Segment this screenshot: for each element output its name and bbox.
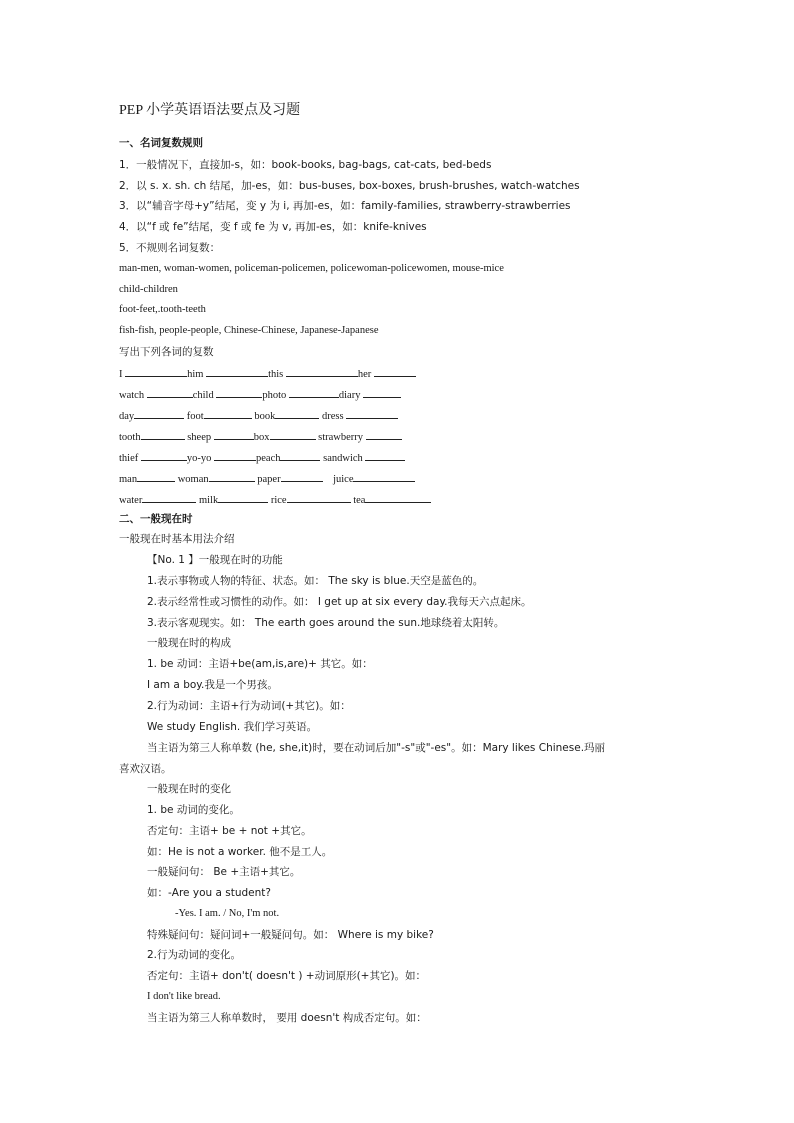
tense-example: -Yes. I am. / No, I'm not.	[175, 908, 280, 919]
answer-blank[interactable]	[134, 408, 184, 419]
exercise-word: man	[119, 474, 138, 485]
answer-blank[interactable]	[214, 450, 256, 461]
tense-line: 1. be 动词的变化。	[147, 804, 240, 816]
exercise-row	[119, 387, 401, 403]
tense-line: 特殊疑问句：疑问词+一般疑问句。如： Where is my bike?	[147, 929, 434, 941]
answer-blank[interactable]	[125, 366, 187, 377]
exercise-word: yo-yo	[186, 453, 212, 464]
answer-blank[interactable]	[218, 492, 268, 503]
tense-subheading: 一般现在时的变化	[147, 783, 231, 795]
exercise-row	[119, 429, 402, 445]
irregular-line: child-children	[119, 284, 178, 295]
exercise-word: juice	[333, 474, 354, 485]
answer-blank[interactable]	[286, 366, 358, 377]
answer-blank[interactable]	[289, 387, 339, 398]
exercise-word: woman	[177, 474, 209, 485]
tense-line: 2.行为动词的变化。	[147, 949, 242, 961]
answer-blank[interactable]	[214, 429, 254, 440]
exercise-row	[119, 366, 416, 382]
answer-blank[interactable]	[363, 387, 401, 398]
tense-line: 喜欢汉语。	[119, 763, 172, 775]
answer-blank[interactable]	[280, 450, 320, 461]
exercise-word: diary	[338, 390, 361, 401]
tense-line: 一般疑问句： Be +主语+其它。	[147, 866, 301, 878]
tense-line: 2.表示经常性或习惯性的动作。如： I get up at six every day.我每天六点起床。	[147, 596, 532, 608]
plural-rule-2: 2．以 s. x. sh. ch 结尾，加-es，如：bus-buses, box-boxes, brush-brushes, watch-watches	[119, 180, 580, 192]
tense-example: We study English. 我们学习英语。	[147, 721, 318, 733]
exercise-word: photo	[262, 390, 287, 401]
exercise-word: book	[254, 411, 276, 422]
answer-blank[interactable]	[137, 471, 175, 482]
section2-intro: 一般现在时基本用法介绍	[119, 533, 235, 545]
exercise-word: this	[268, 369, 284, 380]
tense-line: 当主语为第三人称单数时， 要用 doesn't 构成否定句。如：	[147, 1012, 427, 1024]
exercise-word: day	[119, 411, 135, 422]
answer-blank[interactable]	[141, 450, 187, 461]
answer-blank[interactable]	[281, 471, 323, 482]
exercise-row	[119, 450, 405, 466]
section1-heading: 一、名词复数规则	[119, 137, 203, 149]
answer-blank[interactable]	[270, 429, 316, 440]
tense-example: 如：He is not a worker. 他不是工人。	[147, 846, 333, 858]
exercise-word: dress	[321, 411, 344, 422]
tense-line: 否定句：主语+ don't( doesn't ) +动词原形(+其它)。如：	[147, 970, 427, 982]
exercise-word: thief	[119, 453, 139, 464]
plural-rule-1: 1．一般情况下，直接加-s，如：book-books, bag-bags, cat-cats, bed-beds	[119, 159, 492, 171]
answer-blank[interactable]	[275, 408, 319, 419]
exercise-word: him	[187, 369, 204, 380]
exercise-word: rice	[270, 495, 287, 506]
exercise-word: foot	[186, 411, 204, 422]
tense-line: 2.行为动词：主语+行为动词(+其它)。如：	[147, 700, 351, 712]
tense-example: I don't like bread.	[147, 991, 221, 1002]
exercise-word: her	[357, 369, 372, 380]
answer-blank[interactable]	[204, 408, 252, 419]
tense-line: 当主语为第三人称单数 (he, she,it)时，要在动词后加"-s"或"-es"。如：Mary likes Chinese.玛丽	[147, 742, 606, 754]
plural-rule-5: 5．不规则名词复数：	[119, 242, 221, 254]
answer-blank[interactable]	[147, 387, 193, 398]
exercise-word: box	[253, 432, 270, 443]
answer-blank[interactable]	[374, 366, 416, 377]
irregular-line: foot-feet,.tooth-teeth	[119, 304, 206, 315]
tense-subheading: 一般现在时的构成	[147, 637, 231, 649]
plural-rule-4: 4．以“f 或 fe”结尾，变 f 或 fe 为 v, 再加-es，如：knife-knives	[119, 221, 427, 233]
answer-blank[interactable]	[209, 471, 255, 482]
answer-blank[interactable]	[353, 471, 415, 482]
answer-blank[interactable]	[365, 450, 405, 461]
answer-blank[interactable]	[346, 408, 398, 419]
answer-blank[interactable]	[287, 492, 351, 503]
tense-line: 3.表示客观现实。如： The earth goes around the sun.地球绕着太阳转。	[147, 617, 505, 629]
irregular-line: man-men, woman-women, policeman-policemen, policewoman-policewomen, mouse-mice	[119, 263, 504, 274]
exercise-title: 写出下列各词的复数	[119, 346, 214, 358]
exercise-word: sheep	[187, 432, 212, 443]
section2-heading: 二、一般现在时	[119, 513, 193, 525]
exercise-word: watch	[119, 390, 145, 401]
exercise-word: peach	[256, 453, 281, 464]
document-title: PEP 小学英语语法要点及习题	[119, 103, 301, 118]
exercise-row	[119, 408, 398, 424]
tense-line: 1. be 动词：主语+be(am,is,are)+ 其它。如：	[147, 658, 373, 670]
exercise-word: I	[119, 369, 123, 380]
answer-blank[interactable]	[206, 366, 268, 377]
tense-example: I am a boy.我是一个男孩。	[147, 679, 278, 691]
plural-rule-3: 3．以“辅音字母+y”结尾，变 y 为 i, 再加-es，如：family-families, strawberry-strawberries	[119, 200, 571, 212]
answer-blank[interactable]	[366, 429, 402, 440]
tense-example: 如：-Are you a student?	[147, 887, 271, 899]
answer-blank[interactable]	[365, 492, 431, 503]
answer-blank[interactable]	[141, 429, 185, 440]
exercise-word: water	[119, 495, 143, 506]
exercise-row	[119, 492, 431, 508]
answer-blank[interactable]	[142, 492, 196, 503]
tense-line: 否定句：主语+ be + not +其它。	[147, 825, 312, 837]
exercise-word: milk	[198, 495, 219, 506]
exercise-word: sandwich	[323, 453, 363, 464]
exercise-word: tooth	[119, 432, 141, 443]
exercise-word: child	[192, 390, 214, 401]
tense-subheading: 【No. 1 】一般现在时的功能	[147, 554, 283, 566]
irregular-line: fish-fish, people-people, Chinese-Chinese, Japanese-Japanese	[119, 325, 379, 336]
exercise-word: strawberry	[318, 432, 364, 443]
exercise-word: tea	[353, 495, 366, 506]
tense-line: 1.表示事物或人物的特征、状态。如： The sky is blue.天空是蓝色的。	[147, 575, 484, 587]
exercise-row	[119, 471, 415, 487]
exercise-word: paper	[257, 474, 281, 485]
answer-blank[interactable]	[216, 387, 262, 398]
